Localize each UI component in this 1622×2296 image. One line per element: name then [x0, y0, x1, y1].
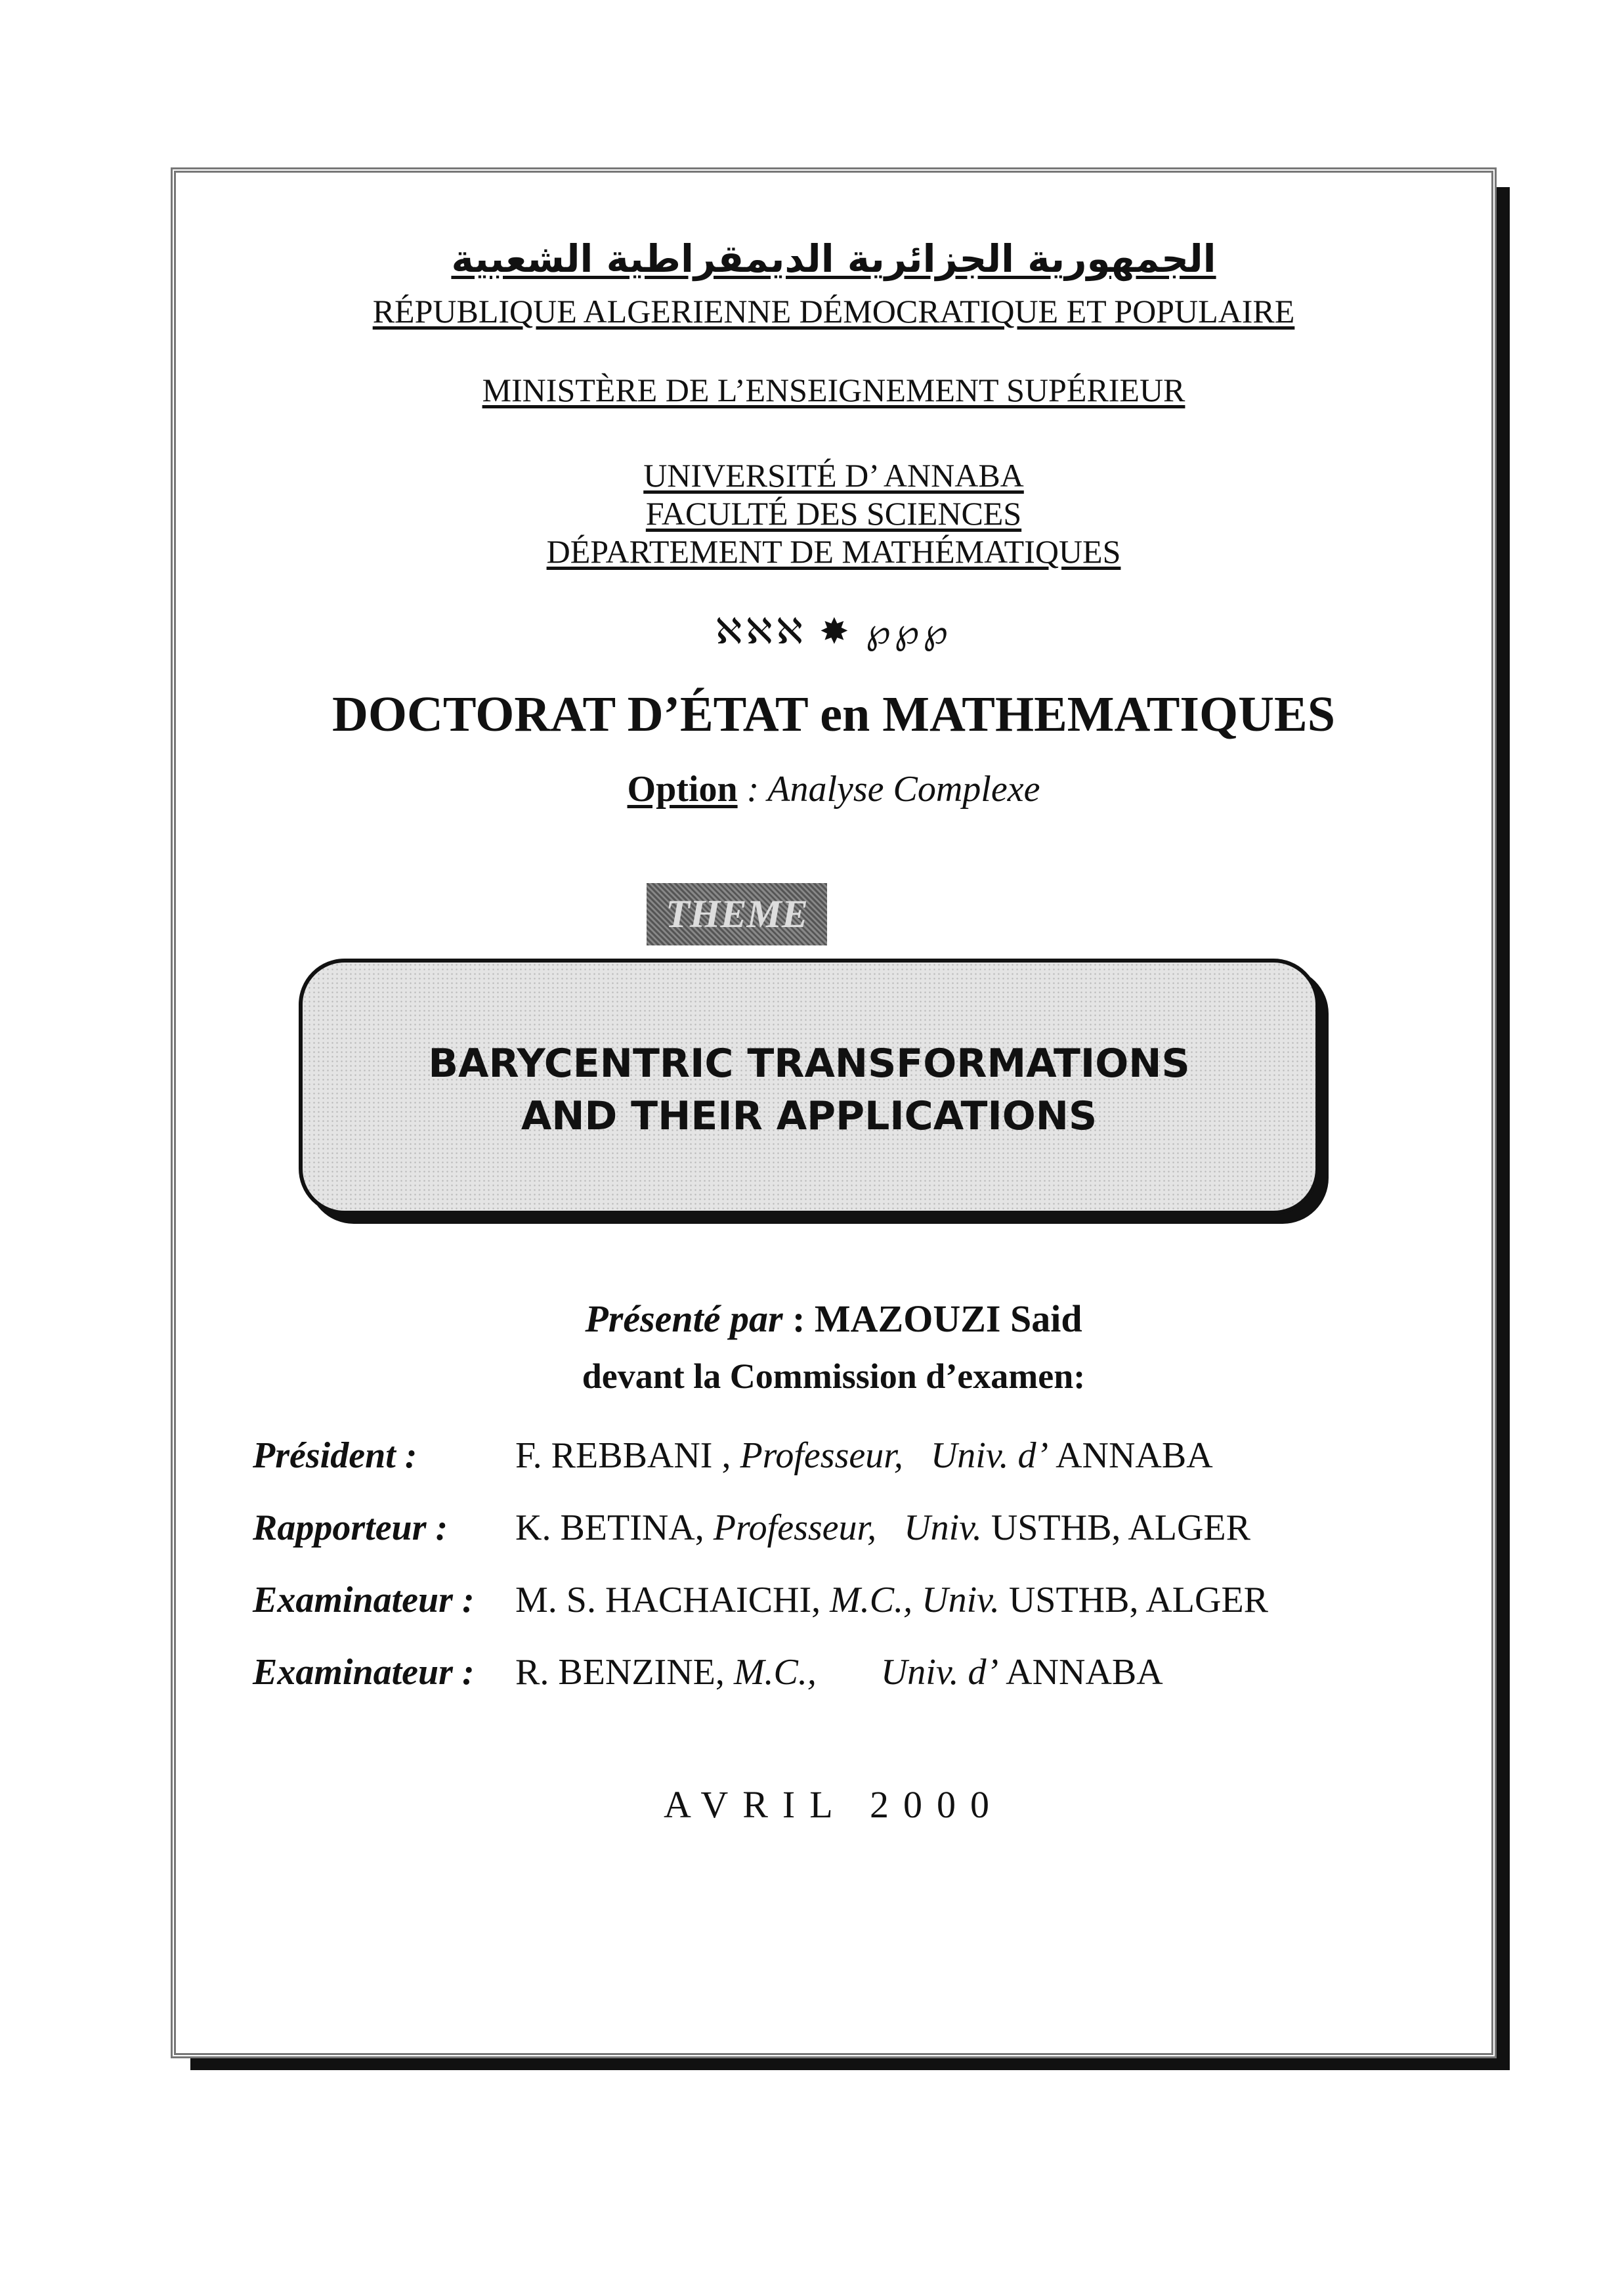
jury-member: [515, 1579, 1268, 1621]
jury-member: [515, 1435, 1213, 1477]
jury-role: Président :: [253, 1435, 417, 1476]
border-shadow-right: [1497, 187, 1510, 2070]
theme-label: THEME: [647, 883, 827, 945]
ministry-title: MINISTÈRE DE L’ENSEIGNEMENT SUPÉRIEUR: [482, 372, 1185, 408]
commission-line: devant la Commission d’examen:: [582, 1356, 1086, 1396]
jury-role: Examinateur :: [253, 1580, 475, 1620]
thesis-title-line1: BARYCENTRIC TRANSFORMATIONS: [428, 1041, 1190, 1087]
degree-title: DOCTORAT D’ÉTAT en MATHEMATIQUES: [332, 687, 1335, 742]
title-box: [299, 959, 1319, 1215]
department-name: DÉPARTEMENT DE MATHÉMATIQUES: [546, 533, 1121, 570]
republic-title: RÉPUBLIQUE ALGERIENNE DÉMOCRATIQUE ET POPULAIRE: [372, 293, 1295, 330]
ornament: ℵℵℵ ✸ ℘℘℘: [715, 612, 952, 651]
jury-univ-prefix: Univ. d’: [880, 1652, 999, 1693]
jury-name: M. S. HACHAICHI,: [515, 1580, 821, 1620]
arabic-republic-title: الجمهورية الجزائرية الديمقراطية الشعبية: [451, 236, 1216, 281]
option-label: Option: [627, 769, 738, 810]
author-name: : MAZOUZI Said: [792, 1297, 1082, 1340]
jury-member: [515, 1507, 1250, 1549]
jury-title: M.C.,: [733, 1652, 817, 1693]
border-shadow-bottom: [190, 2058, 1510, 2070]
university-name: UNIVERSITÉ D’ ANNABA: [643, 457, 1024, 494]
jury-title: M.C.,: [830, 1580, 913, 1620]
jury-role: Rapporteur :: [253, 1507, 448, 1548]
date: AVRIL 2000: [663, 1783, 1004, 1826]
jury-name: K. BETINA,: [515, 1507, 704, 1548]
jury-univ: USTHB, ALGER: [1008, 1580, 1269, 1620]
thesis-title-line2: AND THEIR APPLICATIONS: [521, 1093, 1098, 1139]
option-line: [171, 768, 1497, 810]
jury-univ-prefix: Univ.: [904, 1507, 982, 1548]
option-value: : Analyse Complexe: [746, 769, 1040, 810]
jury-member: [515, 1651, 1163, 1693]
presented-by: [171, 1297, 1497, 1341]
university-block: [171, 456, 1497, 571]
jury-title: Professeur,: [740, 1435, 903, 1476]
jury-name: R. BENZINE,: [515, 1652, 725, 1693]
jury-name: F. REBBANI ,: [515, 1435, 731, 1476]
presented-label: Présenté par: [585, 1297, 783, 1340]
jury-title: Professeur,: [713, 1507, 877, 1548]
jury-univ: ANNABA: [1006, 1652, 1163, 1693]
jury-univ-prefix: Univ.: [922, 1580, 1000, 1620]
faculty-name: FACULTÉ DES SCIENCES: [645, 495, 1022, 532]
jury-univ-prefix: Univ. d’: [930, 1435, 1049, 1476]
jury-role: Examinateur :: [253, 1652, 475, 1693]
jury-univ: ANNABA: [1056, 1435, 1213, 1476]
jury-univ: USTHB, ALGER: [991, 1507, 1250, 1548]
